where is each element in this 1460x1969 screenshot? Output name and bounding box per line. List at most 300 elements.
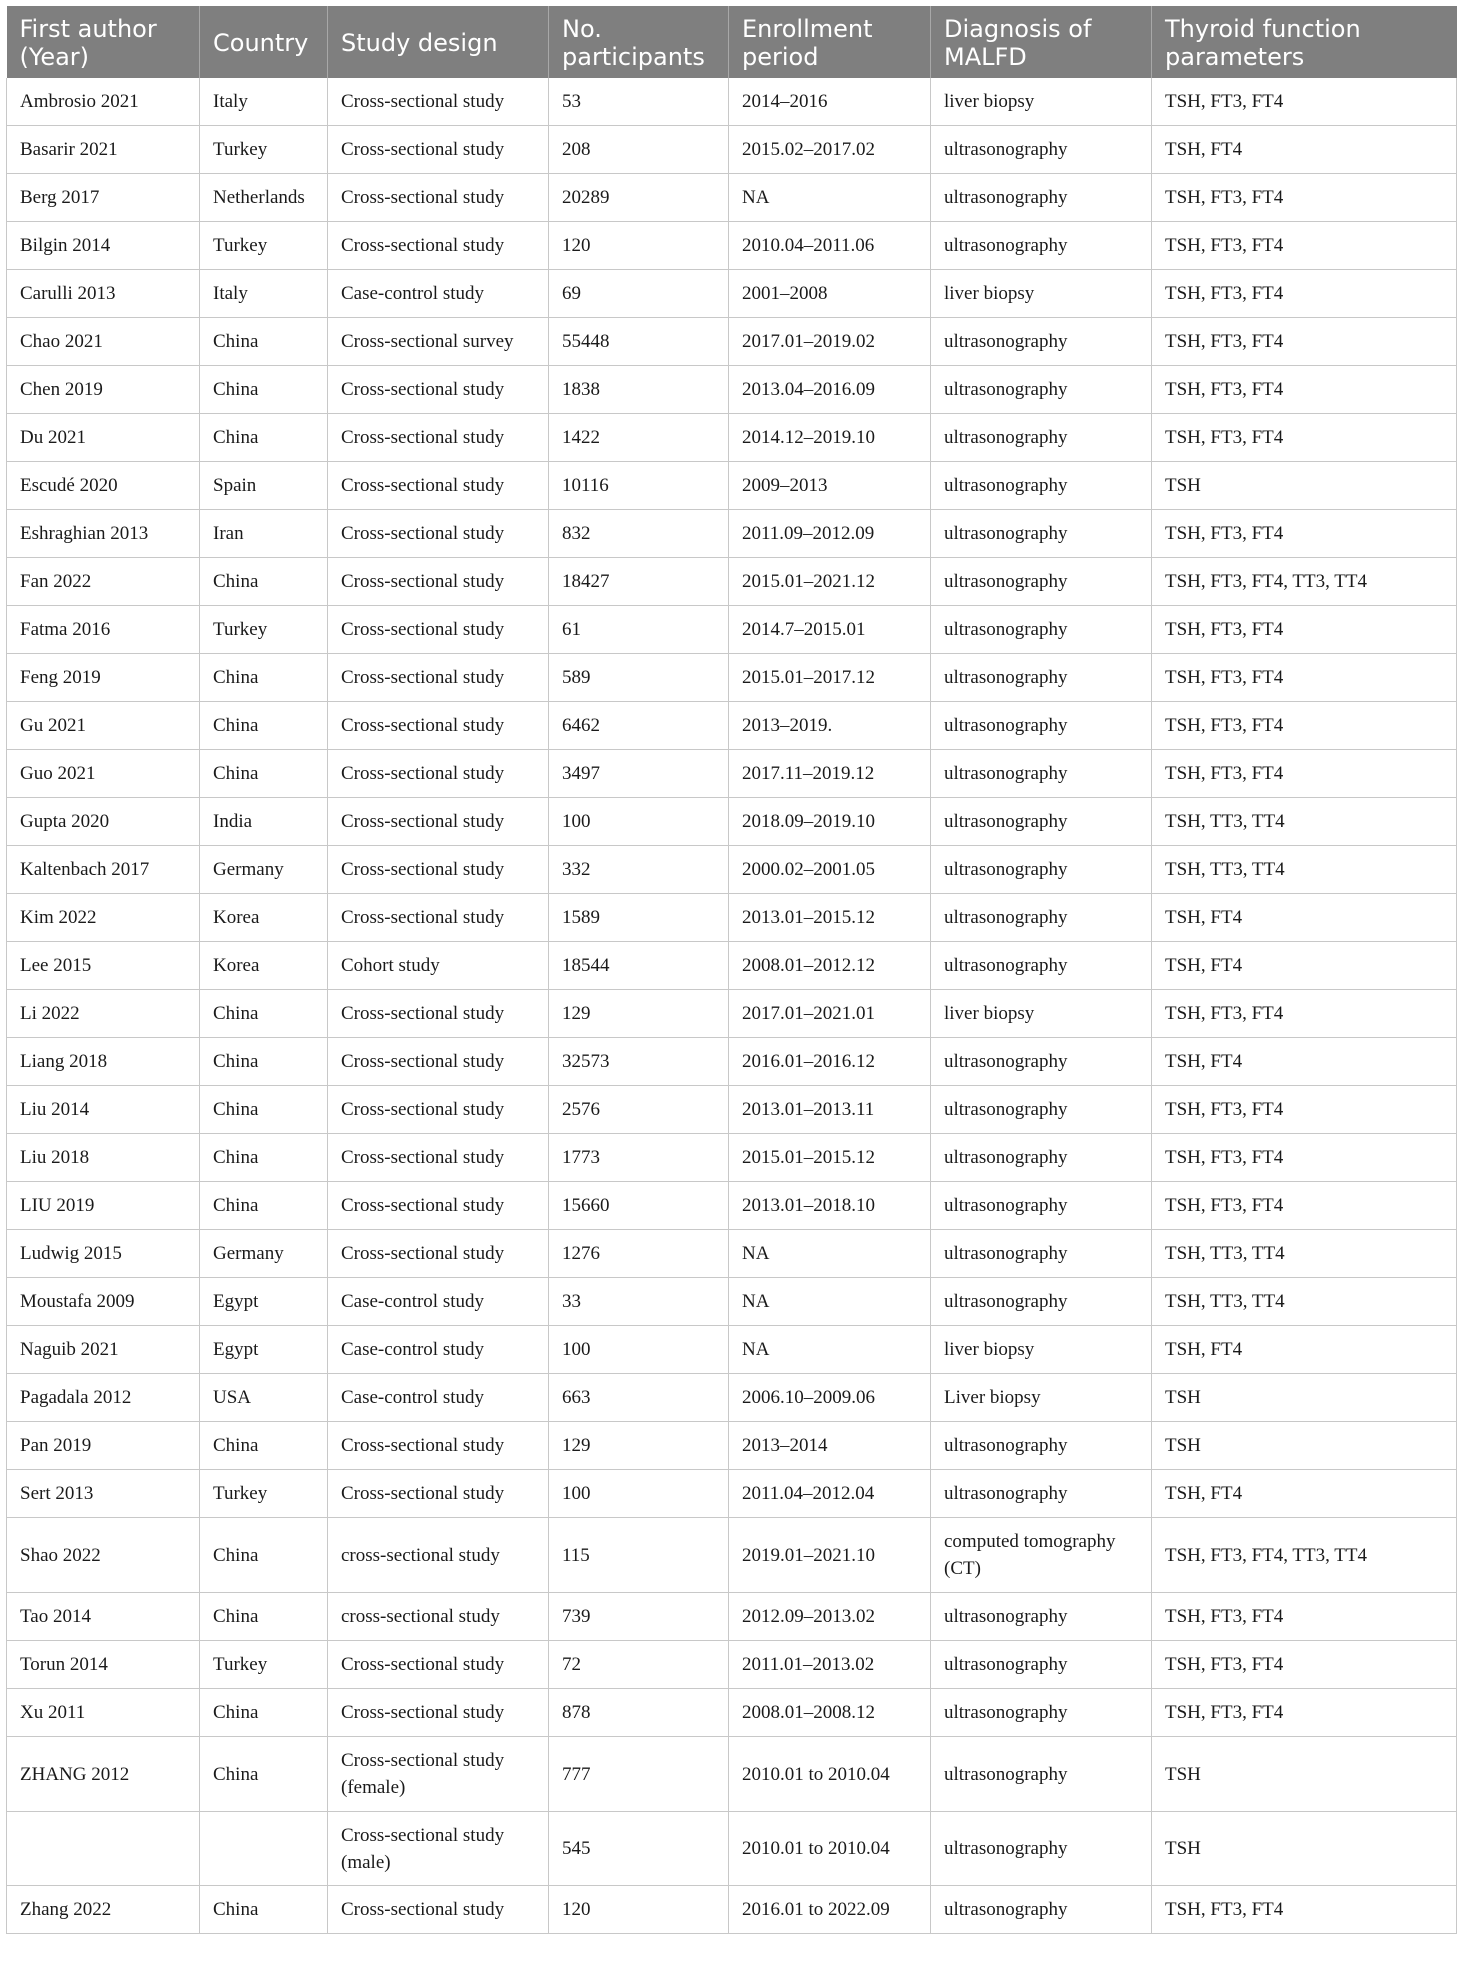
cell-diagnosis: ultrasonography — [931, 558, 1152, 606]
cell-enrollment-period: 2015.01–2021.12 — [729, 558, 931, 606]
cell-enrollment-period: 2013.01–2013.11 — [729, 1086, 931, 1134]
cell-thyroid-parameters: TSH, FT3, FT4 — [1152, 654, 1457, 702]
cell-participants: 61 — [549, 606, 729, 654]
cell-study-design: Cross-sectional study — [328, 1038, 549, 1086]
cell-participants: 878 — [549, 1689, 729, 1737]
table-row — [7, 654, 1457, 702]
cell-first-author: Pan 2019 — [7, 1422, 200, 1470]
cell-first-author: Escudé 2020 — [7, 462, 200, 510]
cell-enrollment-period: 2019.01–2021.10 — [729, 1518, 931, 1593]
cell-diagnosis: liver biopsy — [931, 990, 1152, 1038]
cell-participants: 120 — [549, 222, 729, 270]
cell-diagnosis: computed tomography (CT) — [931, 1518, 1152, 1593]
cell-participants: 1422 — [549, 414, 729, 462]
cell-first-author: Tao 2014 — [7, 1593, 200, 1641]
cell-participants: 15660 — [549, 1182, 729, 1230]
cell-country: Turkey — [200, 1641, 328, 1689]
table-row — [7, 1593, 1457, 1641]
cell-thyroid-parameters: TSH, FT3, FT4, TT3, TT4 — [1152, 558, 1457, 606]
cell-diagnosis: ultrasonography — [931, 894, 1152, 942]
cell-participants: 53 — [549, 78, 729, 126]
cell-diagnosis: ultrasonography — [931, 1689, 1152, 1737]
table-row — [7, 126, 1457, 174]
cell-enrollment-period: NA — [729, 1326, 931, 1374]
cell-diagnosis: ultrasonography — [931, 1038, 1152, 1086]
cell-participants: 663 — [549, 1374, 729, 1422]
cell-enrollment-period: NA — [729, 1230, 931, 1278]
cell-first-author: Gupta 2020 — [7, 798, 200, 846]
cell-study-design: Cohort study — [328, 942, 549, 990]
cell-first-author: Kim 2022 — [7, 894, 200, 942]
table-row — [7, 606, 1457, 654]
cell-study-design: cross-sectional study — [328, 1593, 549, 1641]
cell-participants: 3497 — [549, 750, 729, 798]
cell-diagnosis: ultrasonography — [931, 1086, 1152, 1134]
cell-first-author: Naguib 2021 — [7, 1326, 200, 1374]
cell-diagnosis: ultrasonography — [931, 798, 1152, 846]
cell-diagnosis: liver biopsy — [931, 78, 1152, 126]
cell-participants: 332 — [549, 846, 729, 894]
cell-country: Korea — [200, 942, 328, 990]
cell-enrollment-period: 2001–2008 — [729, 270, 931, 318]
cell-participants: 120 — [549, 1886, 729, 1934]
cell-enrollment-period: 2017.01–2019.02 — [729, 318, 931, 366]
header-first-author: First author (Year) — [7, 6, 200, 78]
cell-study-design: Cross-sectional study — [328, 606, 549, 654]
cell-first-author: Xu 2011 — [7, 1689, 200, 1737]
header-diagnosis: Diagnosis of MALFD — [931, 6, 1152, 78]
cell-thyroid-parameters: TSH — [1152, 462, 1457, 510]
cell-thyroid-parameters: TSH, FT4 — [1152, 1326, 1457, 1374]
table-row — [7, 798, 1457, 846]
cell-thyroid-parameters: TSH, TT3, TT4 — [1152, 846, 1457, 894]
table-row — [7, 462, 1457, 510]
cell-first-author: Zhang 2022 — [7, 1886, 200, 1934]
table-row — [7, 1737, 1457, 1812]
cell-study-design: Cross-sectional study — [328, 1134, 549, 1182]
table-row — [7, 1886, 1457, 1934]
cell-study-design: Cross-sectional study — [328, 1470, 549, 1518]
cell-first-author: Fan 2022 — [7, 558, 200, 606]
cell-study-design: Cross-sectional study — [328, 1182, 549, 1230]
cell-enrollment-period: 2018.09–2019.10 — [729, 798, 931, 846]
cell-first-author: Shao 2022 — [7, 1518, 200, 1593]
cell-thyroid-parameters: TSH, TT3, TT4 — [1152, 798, 1457, 846]
table-row — [7, 1518, 1457, 1593]
cell-first-author: Li 2022 — [7, 990, 200, 1038]
cell-first-author: Berg 2017 — [7, 174, 200, 222]
table-row — [7, 1422, 1457, 1470]
cell-enrollment-period: 2011.04–2012.04 — [729, 1470, 931, 1518]
cell-participants: 100 — [549, 1470, 729, 1518]
cell-participants: 545 — [549, 1812, 729, 1886]
cell-study-design: Cross-sectional study — [328, 174, 549, 222]
cell-participants: 208 — [549, 126, 729, 174]
cell-participants: 18544 — [549, 942, 729, 990]
cell-participants: 20289 — [549, 174, 729, 222]
cell-thyroid-parameters: TSH — [1152, 1374, 1457, 1422]
cell-enrollment-period: 2015.01–2015.12 — [729, 1134, 931, 1182]
cell-diagnosis: ultrasonography — [931, 318, 1152, 366]
cell-enrollment-period: 2017.01–2021.01 — [729, 990, 931, 1038]
cell-country: China — [200, 1038, 328, 1086]
cell-enrollment-period: NA — [729, 1278, 931, 1326]
cell-thyroid-parameters: TSH, FT3, FT4 — [1152, 222, 1457, 270]
cell-study-design: Cross-sectional study — [328, 702, 549, 750]
cell-country: China — [200, 1086, 328, 1134]
cell-thyroid-parameters: TSH, FT4 — [1152, 1038, 1457, 1086]
cell-diagnosis: ultrasonography — [931, 1470, 1152, 1518]
cell-enrollment-period: 2011.01–2013.02 — [729, 1641, 931, 1689]
cell-enrollment-period: 2014.7–2015.01 — [729, 606, 931, 654]
cell-diagnosis: ultrasonography — [931, 222, 1152, 270]
cell-study-design: Cross-sectional study — [328, 366, 549, 414]
cell-diagnosis: ultrasonography — [931, 1182, 1152, 1230]
cell-country: Spain — [200, 462, 328, 510]
cell-participants: 69 — [549, 270, 729, 318]
cell-country: Turkey — [200, 1470, 328, 1518]
cell-first-author: Kaltenbach 2017 — [7, 846, 200, 894]
cell-enrollment-period: 2010.01 to 2010.04 — [729, 1812, 931, 1886]
cell-diagnosis: ultrasonography — [931, 846, 1152, 894]
cell-thyroid-parameters: TSH — [1152, 1422, 1457, 1470]
cell-diagnosis: ultrasonography — [931, 606, 1152, 654]
cell-first-author — [7, 1812, 200, 1886]
cell-country: India — [200, 798, 328, 846]
cell-thyroid-parameters: TSH, FT3, FT4 — [1152, 1086, 1457, 1134]
cell-diagnosis: ultrasonography — [931, 510, 1152, 558]
cell-country: China — [200, 990, 328, 1038]
table-row — [7, 414, 1457, 462]
table-body — [7, 78, 1457, 1934]
cell-thyroid-parameters: TSH, FT3, FT4 — [1152, 1134, 1457, 1182]
cell-study-design: Case-control study — [328, 1326, 549, 1374]
table-row — [7, 942, 1457, 990]
cell-thyroid-parameters: TSH, FT3, FT4, TT3, TT4 — [1152, 1518, 1457, 1593]
cell-country: Germany — [200, 846, 328, 894]
cell-diagnosis: liver biopsy — [931, 270, 1152, 318]
cell-study-design: Cross-sectional study — [328, 462, 549, 510]
cell-study-design: Case-control study — [328, 270, 549, 318]
cell-diagnosis: ultrasonography — [931, 1278, 1152, 1326]
cell-thyroid-parameters: TSH, FT3, FT4 — [1152, 366, 1457, 414]
table-row — [7, 1470, 1457, 1518]
cell-country — [200, 1812, 328, 1886]
cell-country: Turkey — [200, 222, 328, 270]
cell-participants: 100 — [549, 798, 729, 846]
cell-thyroid-parameters: TSH, FT3, FT4 — [1152, 270, 1457, 318]
header-thyroid-parameters: Thyroid function parameters — [1152, 6, 1457, 78]
table-row — [7, 174, 1457, 222]
cell-first-author: Guo 2021 — [7, 750, 200, 798]
cell-diagnosis: ultrasonography — [931, 126, 1152, 174]
cell-first-author: Eshraghian 2013 — [7, 510, 200, 558]
header-study-design: Study design — [328, 6, 549, 78]
cell-country: Egypt — [200, 1326, 328, 1374]
table-row — [7, 1812, 1457, 1886]
cell-study-design: Cross-sectional study — [328, 1886, 549, 1934]
header-row — [7, 6, 1457, 78]
cell-participants: 2576 — [549, 1086, 729, 1134]
cell-thyroid-parameters: TSH, FT3, FT4 — [1152, 1689, 1457, 1737]
cell-thyroid-parameters: TSH, FT3, FT4 — [1152, 318, 1457, 366]
cell-diagnosis: ultrasonography — [931, 702, 1152, 750]
cell-enrollment-period: 2006.10–2009.06 — [729, 1374, 931, 1422]
cell-thyroid-parameters: TSH, FT3, FT4 — [1152, 1593, 1457, 1641]
cell-country: Korea — [200, 894, 328, 942]
cell-first-author: Torun 2014 — [7, 1641, 200, 1689]
table-row — [7, 222, 1457, 270]
cell-thyroid-parameters: TSH, FT4 — [1152, 942, 1457, 990]
cell-first-author: Sert 2013 — [7, 1470, 200, 1518]
cell-enrollment-period: NA — [729, 174, 931, 222]
cell-thyroid-parameters: TSH, FT4 — [1152, 126, 1457, 174]
cell-first-author: Liu 2018 — [7, 1134, 200, 1182]
cell-thyroid-parameters: TSH, FT3, FT4 — [1152, 990, 1457, 1038]
table-row — [7, 1641, 1457, 1689]
cell-study-design: Cross-sectional study — [328, 750, 549, 798]
cell-first-author: Chen 2019 — [7, 366, 200, 414]
cell-enrollment-period: 2013–2019. — [729, 702, 931, 750]
cell-study-design: Cross-sectional study — [328, 414, 549, 462]
cell-first-author: Gu 2021 — [7, 702, 200, 750]
cell-diagnosis: ultrasonography — [931, 462, 1152, 510]
cell-diagnosis: ultrasonography — [931, 654, 1152, 702]
cell-diagnosis: ultrasonography — [931, 750, 1152, 798]
cell-study-design: Case-control study — [328, 1278, 549, 1326]
cell-enrollment-period: 2010.04–2011.06 — [729, 222, 931, 270]
cell-thyroid-parameters: TSH, FT3, FT4 — [1152, 702, 1457, 750]
cell-country: China — [200, 1518, 328, 1593]
cell-enrollment-period: 2008.01–2012.12 — [729, 942, 931, 990]
cell-enrollment-period: 2017.11–2019.12 — [729, 750, 931, 798]
cell-country: Turkey — [200, 126, 328, 174]
cell-enrollment-period: 2015.01–2017.12 — [729, 654, 931, 702]
cell-thyroid-parameters: TSH, FT3, FT4 — [1152, 78, 1457, 126]
cell-study-design: Cross-sectional study — [328, 222, 549, 270]
cell-participants: 115 — [549, 1518, 729, 1593]
cell-participants: 739 — [549, 1593, 729, 1641]
cell-study-design: Case-control study — [328, 1374, 549, 1422]
cell-participants: 1773 — [549, 1134, 729, 1182]
cell-country: China — [200, 558, 328, 606]
cell-country: Italy — [200, 270, 328, 318]
cell-enrollment-period: 2013.01–2018.10 — [729, 1182, 931, 1230]
table-row — [7, 1134, 1457, 1182]
cell-diagnosis: ultrasonography — [931, 1812, 1152, 1886]
cell-first-author: Fatma 2016 — [7, 606, 200, 654]
table-row — [7, 750, 1457, 798]
cell-participants: 18427 — [549, 558, 729, 606]
cell-study-design: Cross-sectional study — [328, 654, 549, 702]
cell-country: China — [200, 1134, 328, 1182]
cell-country: Iran — [200, 510, 328, 558]
header-country: Country — [200, 6, 328, 78]
cell-enrollment-period: 2012.09–2013.02 — [729, 1593, 931, 1641]
cell-study-design: Cross-sectional study — [328, 1689, 549, 1737]
header-enrollment-period: Enrollment period — [729, 6, 931, 78]
cell-first-author: Du 2021 — [7, 414, 200, 462]
cell-enrollment-period: 2000.02–2001.05 — [729, 846, 931, 894]
cell-country: China — [200, 414, 328, 462]
table-row — [7, 510, 1457, 558]
cell-enrollment-period: 2009–2013 — [729, 462, 931, 510]
cell-study-design: Cross-sectional study — [328, 126, 549, 174]
cell-diagnosis: ultrasonography — [931, 1422, 1152, 1470]
table-row — [7, 1689, 1457, 1737]
cell-enrollment-period: 2016.01–2016.12 — [729, 1038, 931, 1086]
cell-first-author: Bilgin 2014 — [7, 222, 200, 270]
cell-participants: 1838 — [549, 366, 729, 414]
cell-study-design: Cross-sectional study — [328, 1422, 549, 1470]
table-row — [7, 1182, 1457, 1230]
table-row — [7, 702, 1457, 750]
cell-first-author: Ambrosio 2021 — [7, 78, 200, 126]
cell-first-author: Chao 2021 — [7, 318, 200, 366]
cell-study-design: Cross-sectional study — [328, 1086, 549, 1134]
cell-thyroid-parameters: TSH, FT3, FT4 — [1152, 414, 1457, 462]
cell-enrollment-period: 2013–2014 — [729, 1422, 931, 1470]
table-row — [7, 558, 1457, 606]
cell-study-design: Cross-sectional study — [328, 510, 549, 558]
cell-enrollment-period: 2016.01 to 2022.09 — [729, 1886, 931, 1934]
table-row — [7, 1374, 1457, 1422]
cell-diagnosis: ultrasonography — [931, 1641, 1152, 1689]
cell-country: USA — [200, 1374, 328, 1422]
cell-enrollment-period: 2014–2016 — [729, 78, 931, 126]
table-row — [7, 270, 1457, 318]
cell-enrollment-period: 2013.04–2016.09 — [729, 366, 931, 414]
cell-first-author: Carulli 2013 — [7, 270, 200, 318]
table-row — [7, 894, 1457, 942]
cell-country: Netherlands — [200, 174, 328, 222]
cell-thyroid-parameters: TSH — [1152, 1737, 1457, 1812]
cell-diagnosis: ultrasonography — [931, 1134, 1152, 1182]
cell-diagnosis: ultrasonography — [931, 1230, 1152, 1278]
cell-diagnosis: ultrasonography — [931, 1737, 1152, 1812]
cell-country: China — [200, 1689, 328, 1737]
cell-first-author: ZHANG 2012 — [7, 1737, 200, 1812]
cell-participants: 32573 — [549, 1038, 729, 1086]
cell-thyroid-parameters: TSH, TT3, TT4 — [1152, 1278, 1457, 1326]
cell-thyroid-parameters: TSH, FT4 — [1152, 1470, 1457, 1518]
cell-study-design: Cross-sectional study — [328, 558, 549, 606]
table-row — [7, 78, 1457, 126]
cell-first-author: Liu 2014 — [7, 1086, 200, 1134]
cell-participants: 33 — [549, 1278, 729, 1326]
cell-participants: 1589 — [549, 894, 729, 942]
cell-thyroid-parameters: TSH, FT3, FT4 — [1152, 1886, 1457, 1934]
cell-country: China — [200, 1886, 328, 1934]
studies-table — [6, 6, 1457, 1934]
cell-first-author: Basarir 2021 — [7, 126, 200, 174]
cell-country: Turkey — [200, 606, 328, 654]
cell-country: China — [200, 1593, 328, 1641]
cell-enrollment-period: 2008.01–2008.12 — [729, 1689, 931, 1737]
cell-study-design: Cross-sectional study — [328, 1230, 549, 1278]
cell-participants: 129 — [549, 1422, 729, 1470]
table-row — [7, 846, 1457, 894]
cell-thyroid-parameters: TSH, FT3, FT4 — [1152, 750, 1457, 798]
cell-diagnosis: ultrasonography — [931, 942, 1152, 990]
cell-thyroid-parameters: TSH, FT3, FT4 — [1152, 1641, 1457, 1689]
table-row — [7, 1278, 1457, 1326]
cell-first-author: Feng 2019 — [7, 654, 200, 702]
cell-diagnosis: Liver biopsy — [931, 1374, 1152, 1422]
cell-enrollment-period: 2013.01–2015.12 — [729, 894, 931, 942]
cell-participants: 832 — [549, 510, 729, 558]
cell-study-design: Cross-sectional study — [328, 990, 549, 1038]
cell-participants: 72 — [549, 1641, 729, 1689]
cell-study-design: Cross-sectional survey — [328, 318, 549, 366]
cell-country: China — [200, 702, 328, 750]
cell-country: China — [200, 1182, 328, 1230]
cell-diagnosis: ultrasonography — [931, 366, 1152, 414]
cell-enrollment-period: 2010.01 to 2010.04 — [729, 1737, 931, 1812]
table-row — [7, 318, 1457, 366]
cell-diagnosis: liver biopsy — [931, 1326, 1152, 1374]
cell-participants: 129 — [549, 990, 729, 1038]
cell-participants: 10116 — [549, 462, 729, 510]
cell-study-design: Cross-sectional study (male) — [328, 1812, 549, 1886]
cell-study-design: Cross-sectional study — [328, 894, 549, 942]
cell-thyroid-parameters: TSH, FT3, FT4 — [1152, 1182, 1457, 1230]
cell-study-design: Cross-sectional study — [328, 1641, 549, 1689]
cell-diagnosis: ultrasonography — [931, 174, 1152, 222]
cell-first-author: LIU 2019 — [7, 1182, 200, 1230]
cell-thyroid-parameters: TSH, TT3, TT4 — [1152, 1230, 1457, 1278]
cell-country: Germany — [200, 1230, 328, 1278]
cell-first-author: Pagadala 2012 — [7, 1374, 200, 1422]
cell-participants: 100 — [549, 1326, 729, 1374]
cell-study-design: Cross-sectional study — [328, 798, 549, 846]
table-header — [7, 6, 1457, 78]
cell-first-author: Liang 2018 — [7, 1038, 200, 1086]
cell-country: Italy — [200, 78, 328, 126]
cell-study-design: Cross-sectional study (female) — [328, 1737, 549, 1812]
cell-first-author: Moustafa 2009 — [7, 1278, 200, 1326]
table-row — [7, 1086, 1457, 1134]
cell-thyroid-parameters: TSH, FT4 — [1152, 894, 1457, 942]
cell-country: China — [200, 1422, 328, 1470]
cell-first-author: Lee 2015 — [7, 942, 200, 990]
table-row — [7, 1230, 1457, 1278]
cell-participants: 777 — [549, 1737, 729, 1812]
cell-country: China — [200, 750, 328, 798]
cell-diagnosis: ultrasonography — [931, 1593, 1152, 1641]
cell-country: China — [200, 366, 328, 414]
cell-first-author: Ludwig 2015 — [7, 1230, 200, 1278]
table-row — [7, 990, 1457, 1038]
cell-enrollment-period: 2011.09–2012.09 — [729, 510, 931, 558]
cell-diagnosis: ultrasonography — [931, 1886, 1152, 1934]
cell-thyroid-parameters: TSH, FT3, FT4 — [1152, 174, 1457, 222]
cell-participants: 589 — [549, 654, 729, 702]
cell-study-design: Cross-sectional study — [328, 846, 549, 894]
header-participants: No. participants — [549, 6, 729, 78]
cell-country: China — [200, 1737, 328, 1812]
studies-table-container — [6, 6, 1456, 1934]
cell-enrollment-period: 2014.12–2019.10 — [729, 414, 931, 462]
table-row — [7, 366, 1457, 414]
cell-study-design: cross-sectional study — [328, 1518, 549, 1593]
table-row — [7, 1326, 1457, 1374]
cell-participants: 6462 — [549, 702, 729, 750]
cell-participants: 1276 — [549, 1230, 729, 1278]
cell-thyroid-parameters: TSH, FT3, FT4 — [1152, 606, 1457, 654]
cell-thyroid-parameters: TSH, FT3, FT4 — [1152, 510, 1457, 558]
table-row — [7, 1038, 1457, 1086]
